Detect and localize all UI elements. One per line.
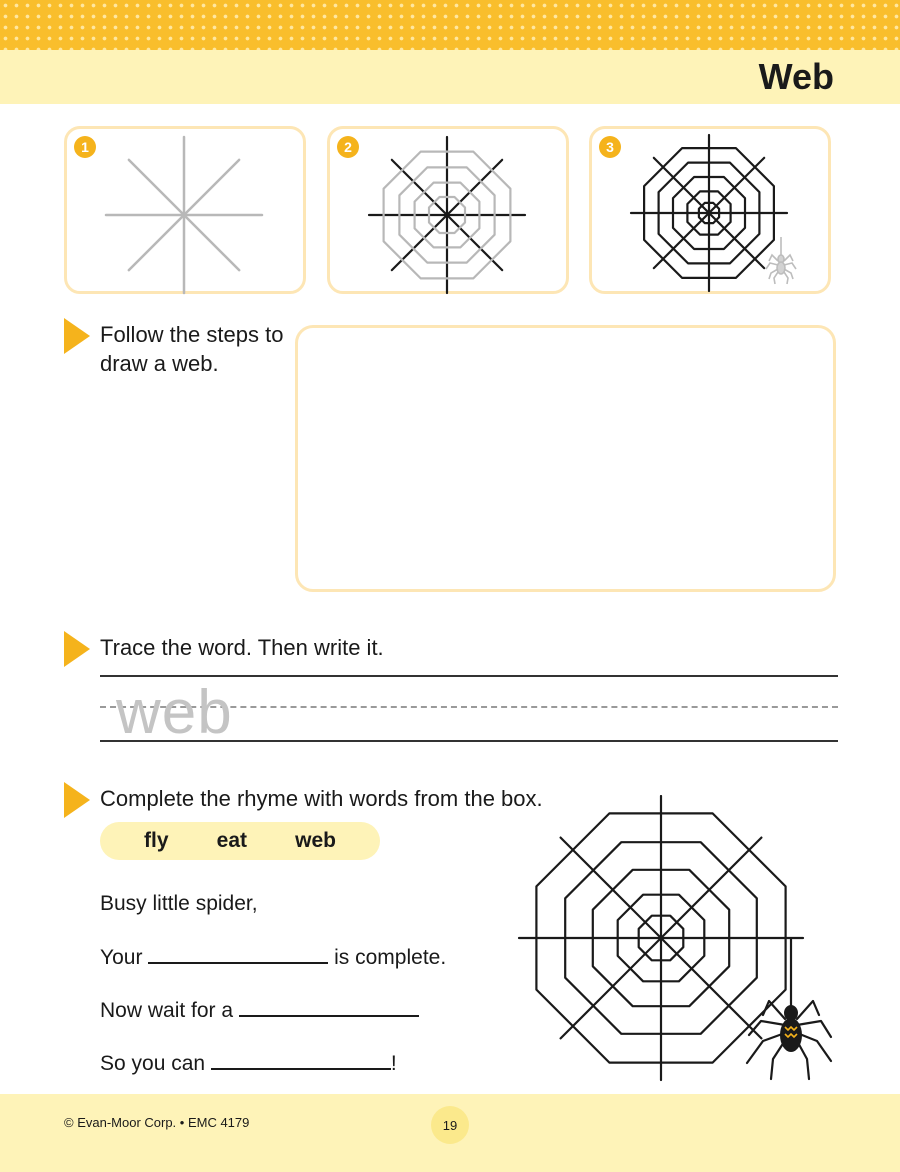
- word-box: [100, 822, 380, 860]
- word-box-word: eat: [216, 829, 248, 852]
- step-number-badge: 3: [599, 136, 621, 158]
- rhyme-line-3: [100, 997, 419, 1023]
- page-footer: [0, 1094, 900, 1172]
- copyright-text: © Evan-Moor Corp. • EMC 4179: [64, 1115, 250, 1130]
- page-title: Web: [758, 56, 834, 97]
- rhyme-instruction: Complete the rhyme with words from the box.: [100, 786, 543, 811]
- step-1-spokes-illustration: [67, 129, 309, 297]
- step-2-box: [327, 126, 569, 294]
- rhyme-line-4: [100, 1050, 397, 1076]
- step-3-box: [589, 126, 831, 294]
- polka-dot-header-band: [0, 0, 900, 50]
- rhyme-text: !: [390, 1052, 397, 1075]
- answer-blank-3[interactable]: [211, 1050, 391, 1070]
- rhyme-line-1: [100, 892, 258, 916]
- rhyme-text: So you can: [100, 1052, 206, 1075]
- instruction-arrow-icon: [64, 318, 90, 354]
- instruction-arrow-icon: [64, 782, 90, 818]
- step-number-badge: 1: [74, 136, 96, 158]
- rhyme-line-2: [100, 944, 446, 970]
- rhyme-text: Your: [100, 946, 143, 969]
- draw-instruction: Follow the steps to draw a web.: [100, 322, 284, 376]
- rhyme-text: is complete.: [334, 946, 447, 969]
- step-1-box: [64, 126, 306, 294]
- answer-blank-2[interactable]: [239, 997, 419, 1017]
- title-band: [0, 50, 900, 104]
- word-box-word: web: [295, 829, 336, 852]
- step-3-finished-web-illustration: [592, 129, 840, 297]
- writing-top-line: [100, 675, 838, 677]
- writing-space[interactable]: [300, 678, 820, 738]
- instruction-arrow-icon: [64, 631, 90, 667]
- trace-instruction: Trace the word. Then write it.: [100, 635, 384, 660]
- rhyme-text: Now wait for a: [100, 999, 234, 1022]
- page-number: 19: [431, 1106, 469, 1144]
- trace-word: web: [116, 678, 233, 747]
- spider-icon: [747, 939, 831, 1079]
- step-number-badge: 2: [337, 136, 359, 158]
- step-2-partial-web-illustration: [330, 129, 572, 297]
- rhyme-text: Busy little spider,: [100, 892, 258, 915]
- word-box-word: fly: [144, 829, 169, 852]
- drawing-area[interactable]: [295, 325, 836, 592]
- spider-web-illustration: [515, 795, 835, 1090]
- answer-blank-1[interactable]: [148, 944, 328, 964]
